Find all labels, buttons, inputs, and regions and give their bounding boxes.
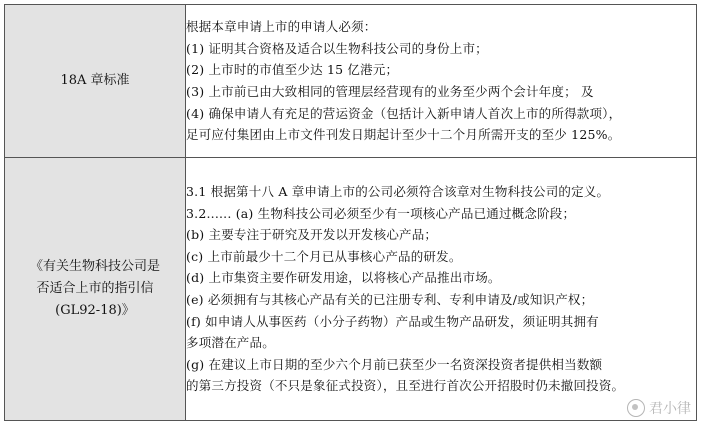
content-line: (g) 在建议上市日期的至少六个月前已获至少一名资深投资者提供相当数额 bbox=[186, 356, 603, 372]
content-line: 足可应付集团由上市文件刊发日期起计至少十二个月所需开支的至少 125%。 bbox=[186, 127, 621, 143]
rule-label-line: 否适合上市的指引信 bbox=[36, 281, 154, 296]
watermark bbox=[627, 398, 691, 418]
table-row bbox=[5, 158, 697, 421]
content-line: (d) 上市集资主要作研发用途，以将核心产品推出市场。 bbox=[186, 270, 501, 286]
rule-content-cell bbox=[186, 5, 697, 158]
content-line: 的第三方投资（不只是象征式投资），且至进行首次公开招股时仍未撤回投资。 bbox=[186, 378, 625, 394]
content-line: (1) 证明其合资格及适合以生物科技公司的身份上市； bbox=[186, 40, 488, 56]
rule-label-cell bbox=[5, 158, 186, 421]
rule-label-cell bbox=[5, 5, 186, 158]
rule-label-line: (GL92-18)》 bbox=[55, 303, 135, 318]
watermark-text: 君小律 bbox=[649, 401, 691, 417]
content-line: (3) 上市前已由大致相同的管理层经营现有的业务至少两个会计年度； 及 bbox=[186, 84, 594, 99]
content-line: 根据本章申请上市的申请人必须： bbox=[186, 19, 377, 35]
table-row bbox=[5, 5, 697, 158]
content-line: (2) 上市时的市值至少达 15 亿港元； bbox=[186, 62, 399, 78]
content-line: (4) 确保申请人有充足的营运资金（包括计入新申请人首次上市的所得款项）， bbox=[186, 105, 622, 121]
content-line: (f) 如申请人从事医药（小分子药物）产品或生物产品研发，须证明其拥有 bbox=[186, 313, 599, 329]
content-line: 多项潜在产品。 bbox=[186, 335, 275, 351]
content-line: 3.2...... (a) 生物科技公司必须至少有一项核心产品已通过概念阶段； bbox=[186, 205, 576, 221]
listing-rules-table bbox=[4, 4, 697, 421]
content-line: (b) 主要专注于研究及开发以开发核心产品； bbox=[186, 227, 438, 243]
rule-content-cell bbox=[186, 158, 697, 421]
rule-label-line: 18A 章标准 bbox=[60, 73, 130, 88]
rule-label-line: 《有关生物科技公司是 bbox=[29, 259, 160, 274]
content-line: 3.1 根据第十八 A 章申请上市的公司必须符合该章对生物科技公司的定义。 bbox=[186, 184, 610, 200]
content-line: (e) 必须拥有与其核心产品有关的已注册专利、专利申请及/或知识产权； bbox=[186, 292, 594, 307]
wechat-icon bbox=[627, 399, 645, 417]
content-line: (c) 上市前最少十二个月已从事核心产品的研发。 bbox=[186, 248, 462, 264]
